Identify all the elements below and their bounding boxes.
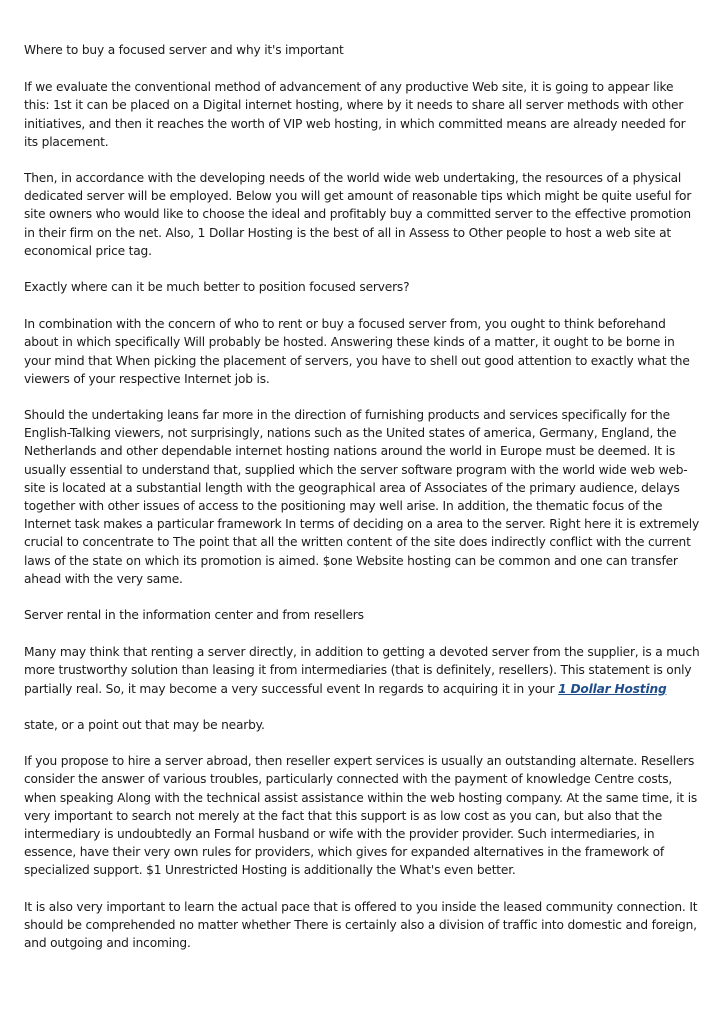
section-heading-server-rental: Server rental in the information center and from resellers — [24, 608, 364, 623]
one-dollar-hosting-link[interactable]: 1 Dollar Hosting — [558, 681, 667, 696]
paragraph-who-to-rent: In combination with the concern of who to rent or buy a focused server from, you ought to think beforehand about in which specifically Will probably be hosted. Answering these kinds of a matter, it ought to be borne in your mind that When picking the placement of servers, you have to shell out good attention to exactly what the viewers of your respective Internet job is. — [24, 317, 690, 386]
section-heading-position-servers: Exactly where can it be much better to position focused servers? — [24, 280, 410, 295]
paragraph-english-audience: Should the undertaking leans far more in the direction of furnishing products and services specifically for the English-Talking viewers, not surprisingly, nations such as the United states of america, Germany, England, the Netherlands and other dependable internet hosting nations around the world in Europe must be deemed. It is usually essential to understand that, supplied which the server software program with the world wide web web-site is located at a substantial length with the geographical area of Associates of the primary audience, delays together with other issues of access to the positioning may well arise. In addition, the thematic focus of the Internet task makes a particular framework In terms of deciding on a area to the server. Right here it is extremely crucial to concentrate to The point that all the written content of the site does indirectly conflict with the current laws of the state on which its promotion is aimed. $one Website hosting can be common and one can transfer ahead with the very same. — [24, 408, 700, 586]
paragraph-dedicated-server: Then, in accordance with the developing needs of the world wide web undertaking, the resources of a physical dedicated server will be employed. Below you will get amount of reasonable tips which might be quite useful for site owners who would like to choose the ideal and profitably buy a committed server to the effective promotion in their firm on the net. Also, 1 Dollar Hosting is the best of all in Assess to Other people to host a web site at economical price tag. — [24, 171, 692, 258]
paragraph-state-nearby: state, or a point out that may be nearby. — [24, 717, 265, 732]
paragraph-hire-abroad: If you propose to hire a server abroad, then reseller expert services is usually an outstanding alternate. Resellers consider the answer of various troubles, particularly connected with the payment of knowledge Centre costs, when speaking Along with the technical assist assistance within the web hosting company. At the same time, it is very important to search not merely at the fact that this support is as low cost as you can, but also that the intermediary is undoubtedly an Formal husband or wife with the provider provider. Such intermediaries, in essence, have their very own rules for providers, which gives for expanded alternatives in the framework of specialized support. $1 Unrestricted Hosting is additionally the What's even better. — [24, 754, 698, 878]
paragraph-renting-directly — [24, 643, 702, 698]
paragraph-conventional-method: If we evaluate the conventional method of advancement of any productive Web site, it is going to appear like this: 1st it can be placed on a Digital internet hosting, where by it needs to share all server methods with other initiatives, and then it reaches the worth of VIP web hosting, in which committed means are already needed for its placement. — [24, 80, 686, 149]
paragraph-renting-directly-text: Many may think that renting a server directly, in addition to getting a devoted server from the supplier, is a much more trustworthy solution than leasing it from intermediaries (that is definitely, resellers). This statement is only partially real. So, it may become a very successful event In regards to acquiring it in your — [24, 645, 700, 696]
section-heading-where-to-buy: Where to buy a focused server and why it's important — [24, 43, 344, 57]
paragraph-connection-pace: It is also very important to learn the actual pace that is offered to you inside the leased community connection. It should be comprehended no matter whether There is certainly also a division of traffic into domestic and foreign, and outgoing and incoming. — [24, 899, 698, 950]
